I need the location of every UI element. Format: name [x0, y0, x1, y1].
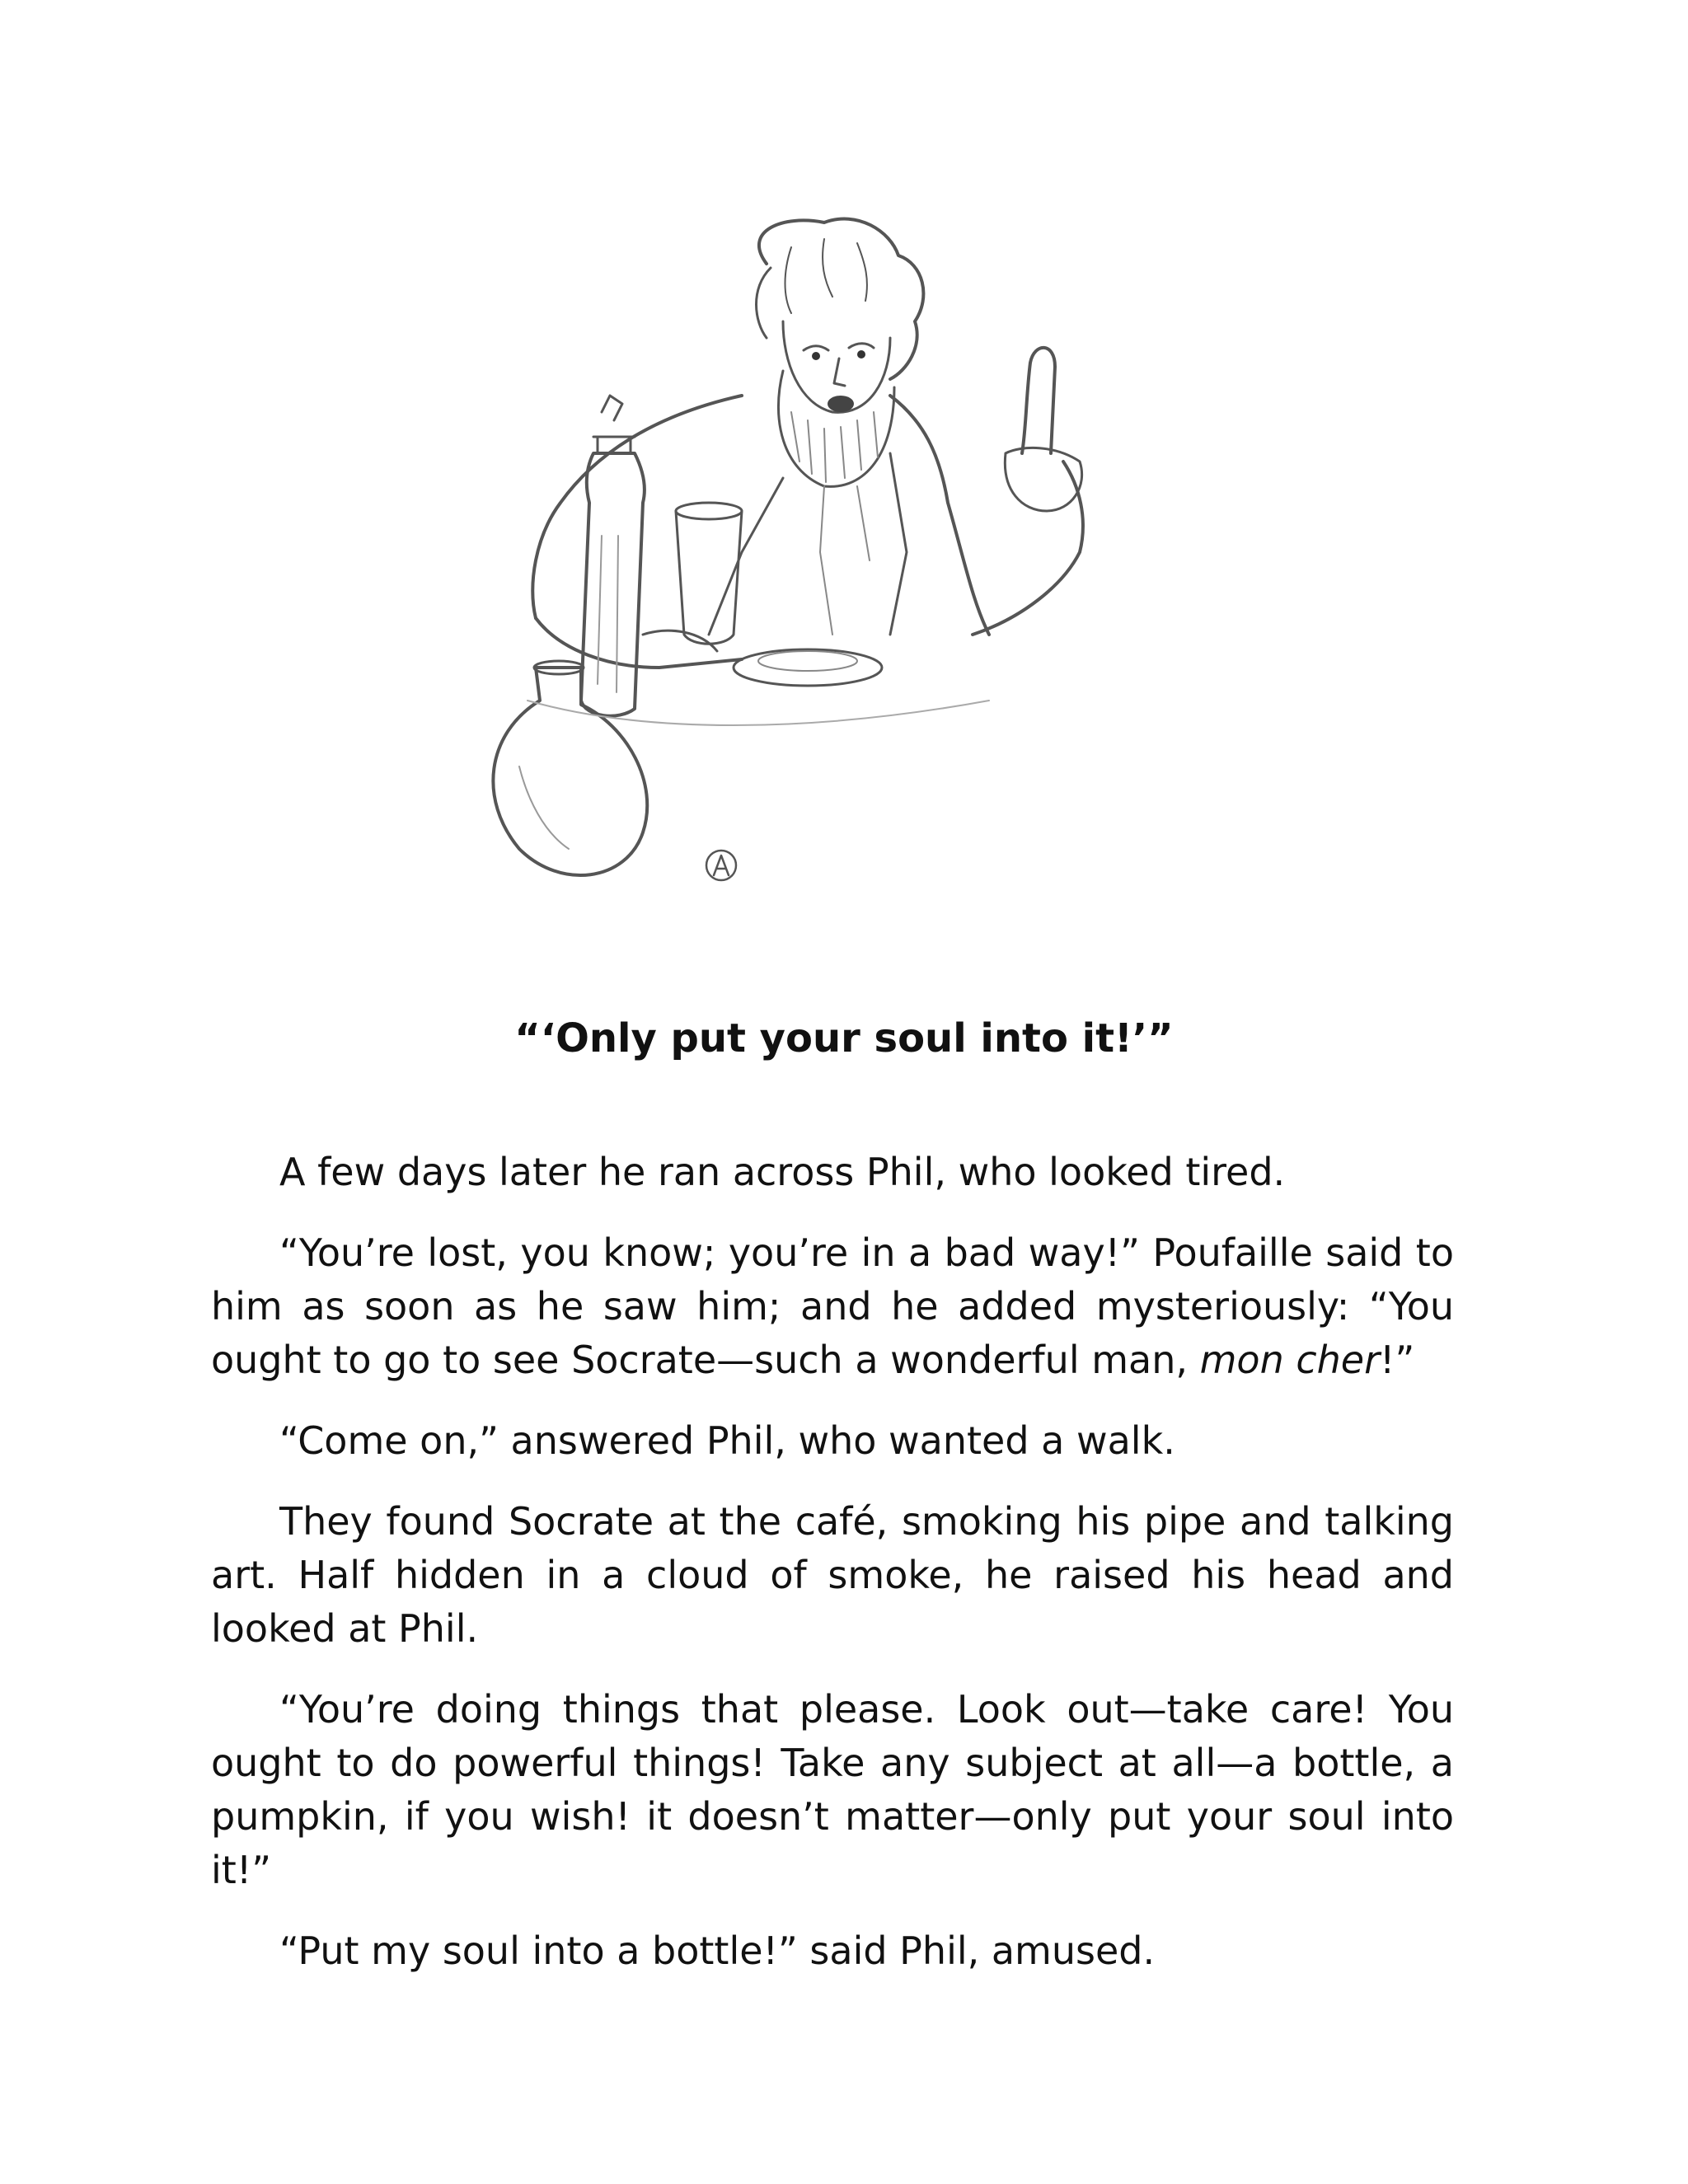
paragraph-text: “You’re lost, you know; you’re in a bad way!” Poufaille said to him as soon as he saw him; and he added mysteriously: “You ought to go to see Socrate—such a wonderful man, — [211, 1230, 1454, 1382]
paragraph-text: !” — [1380, 1338, 1415, 1382]
paragraph: A few days later he ran across Phil, who looked tired. — [279, 1150, 1286, 1194]
paragraph: “Put my soul into a bottle!” said Phil, amused. — [279, 1929, 1156, 1973]
sketch-drawing — [396, 206, 1179, 972]
paragraph — [211, 1226, 1454, 1387]
paragraph: They found Socrate at the café, smoking his pipe and talking art. Half hidden in a cloud of smoke, he raised his head and looked at Phil. — [211, 1499, 1454, 1651]
sketch-illustration — [396, 206, 1179, 972]
paragraph: “You’re doing things that please. Look out—take care! You ought to do powerful things! Take any subject at all—a bottle, a pumpkin, if you wish! it doesn’t matter—only put your soul into it!” — [211, 1687, 1454, 1892]
paragraph: “Come on,” answered Phil, who wanted a walk. — [279, 1418, 1175, 1463]
illustration-caption: “‘Only put your soul into it!’” — [514, 1015, 1174, 1062]
italic-phrase: mon cher — [1199, 1338, 1381, 1382]
body-text — [211, 1146, 1454, 2005]
